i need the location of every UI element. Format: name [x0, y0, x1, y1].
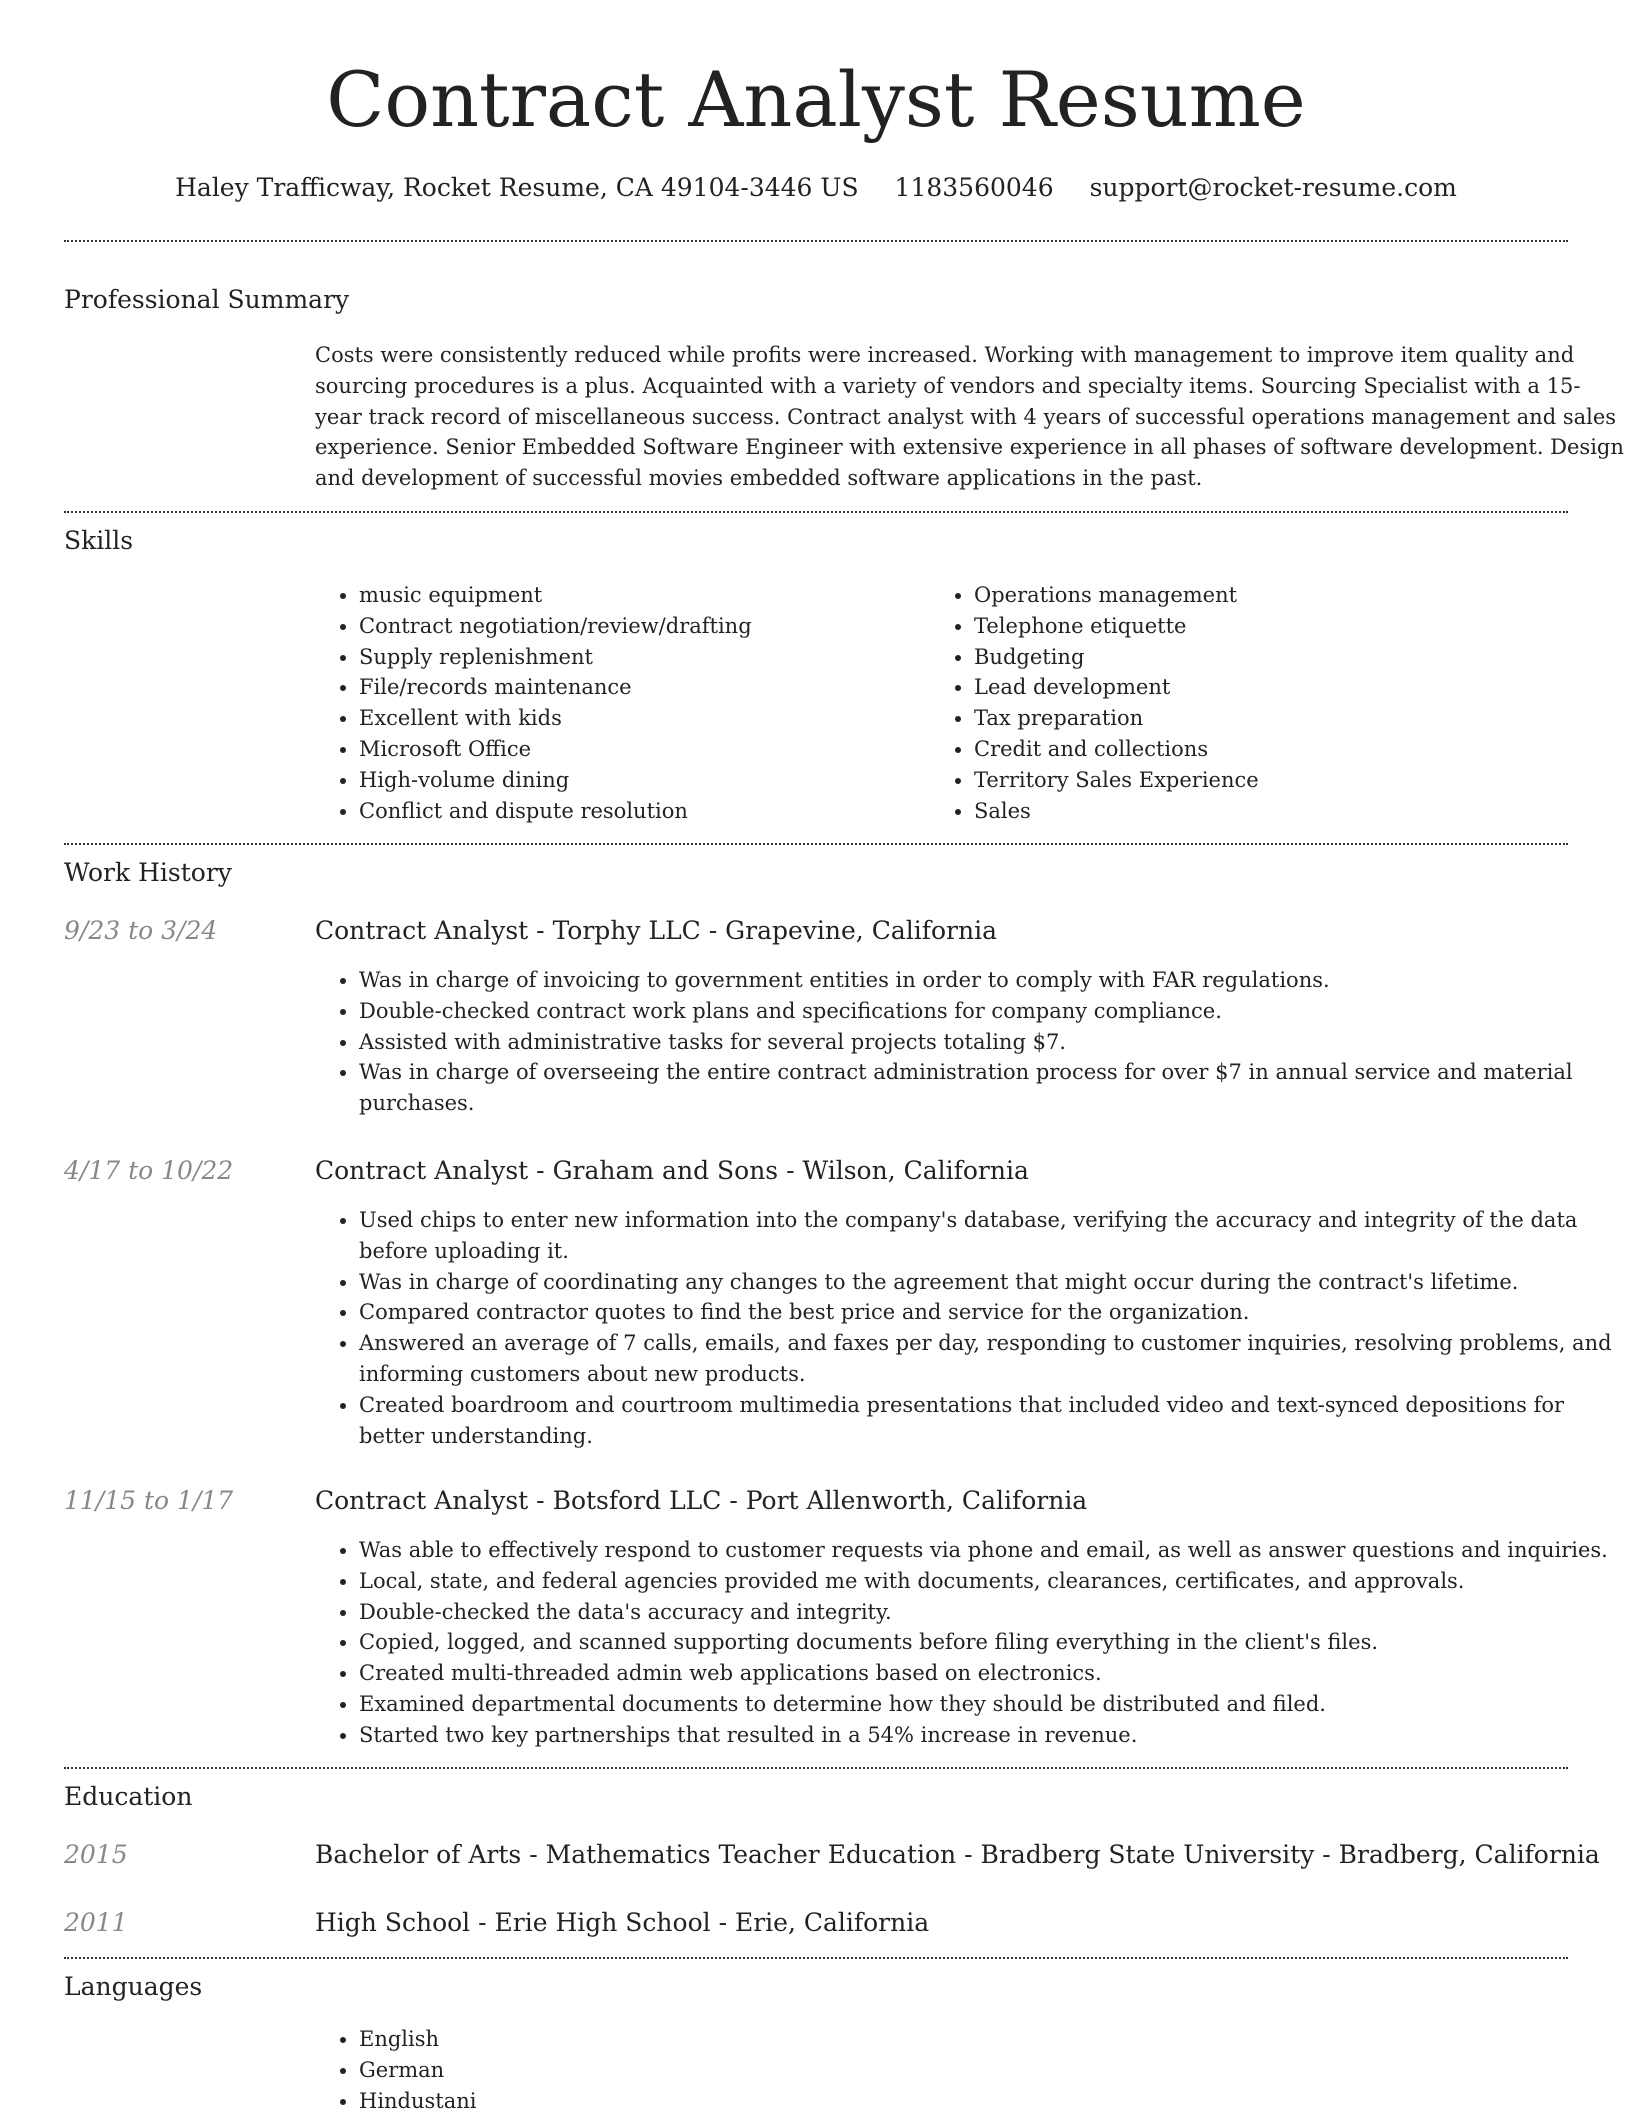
job-bullet: • Created boardroom and courtroom multimedia presentations that included video and text-synced depositions for better understanding. [359, 1390, 1625, 1452]
skills-column-right [930, 580, 1530, 826]
skill-item: • Budgeting [974, 642, 1530, 673]
page-title: Contract Analyst Resume [326, 55, 1306, 144]
skill-item: • High-volume dining [359, 765, 915, 796]
job-bullet: • Was able to effectively respond to customer requests via phone and email, as well as answer questions and inquiries. [359, 1535, 1625, 1566]
skill-item: • music equipment [359, 580, 915, 611]
summary-heading: Professional Summary [64, 285, 350, 314]
job-bullet: • Compared contractor quotes to find the best price and service for the organization. [359, 1297, 1625, 1328]
job-bullet: • Created multi-threaded admin web applications based on electronics. [359, 1658, 1625, 1689]
section-divider [64, 843, 1568, 845]
language-item: • German [359, 2055, 915, 2086]
skill-item: • Conflict and dispute resolution [359, 796, 915, 827]
summary-text: Costs were consistently reduced while profits were increased. Working with management to improve item quality and sourcing procedures is a plus. Acquainted with a variety of vendors and specialty items. Sourcing Specialist with a 15-year track record of miscellaneous success. Contract analyst with 4 years of successful operations management and sales experience. Senior Embedded Software Engineer with extensive experience in all phases of software development. Design and development of successful movies embedded software applications in the past. [315, 343, 1624, 491]
job-bullet: • Started two key partnerships that resulted in a 54% increase in revenue. [359, 1720, 1625, 1751]
job-bullet: • Local, state, and federal agencies provided me with documents, clearances, certificates, and approvals. [359, 1566, 1625, 1597]
skill-item: • Microsoft Office [359, 734, 915, 765]
languages-list [315, 2024, 915, 2116]
job-dates: 11/15 to 1/17 [64, 1486, 234, 1515]
skills-heading: Skills [64, 526, 134, 555]
job-bullets [315, 1535, 1625, 1751]
section-divider [64, 1957, 1568, 1959]
job-bullets [315, 1205, 1625, 1451]
resume-page [64, 0, 1624, 2113]
education-year: 2015 [64, 1840, 128, 1869]
job-bullet: • Was in charge of overseeing the entire contract administration process for over $7 in annual service and material purchases. [359, 1057, 1625, 1119]
skill-item: • Supply replenishment [359, 642, 915, 673]
skill-item: • Operations management [974, 580, 1530, 611]
contact-phone: 1183560046 [894, 173, 1054, 202]
language-item: • Hindustani [359, 2086, 915, 2116]
job-bullet: • Answered an average of 7 calls, emails, and faxes per day, responding to customer inquiries, resolving problems, and informing customers about new products. [359, 1328, 1625, 1390]
job-bullet: • Double-checked the data's accuracy and integrity. [359, 1597, 1625, 1628]
section-divider [64, 511, 1568, 513]
skill-item: • Contract negotiation/review/drafting [359, 611, 915, 642]
skills-column-left [315, 580, 915, 826]
skill-item: • Territory Sales Experience [974, 765, 1530, 796]
section-divider [64, 1767, 1568, 1769]
job-dates: 4/17 to 10/22 [64, 1156, 234, 1185]
job-bullet: • Copied, logged, and scanned supporting documents before filing everything in the client's files. [359, 1627, 1625, 1658]
skill-item: • Tax preparation [974, 703, 1530, 734]
contact-email[interactable]: support@rocket-resume.com [1089, 173, 1457, 202]
section-divider [64, 240, 1568, 242]
work-heading: Work History [64, 858, 232, 887]
skill-item: • Lead development [974, 672, 1530, 703]
job-bullet: • Double-checked contract work plans and specifications for company compliance. [359, 996, 1625, 1027]
job-title: Contract Analyst - Torphy LLC - Grapevine, California [315, 916, 997, 945]
education-year: 2011 [64, 1908, 128, 1937]
job-title: Contract Analyst - Botsford LLC - Port Allenworth, California [315, 1486, 1088, 1515]
languages-heading: Languages [64, 1972, 203, 2001]
job-bullet: • Was in charge of invoicing to government entities in order to comply with FAR regulations. [359, 965, 1625, 996]
skill-item: • Credit and collections [974, 734, 1530, 765]
skill-item: • Telephone etiquette [974, 611, 1530, 642]
job-title: Contract Analyst - Graham and Sons - Wilson, California [315, 1156, 1029, 1185]
job-bullet: • Assisted with administrative tasks for several projects totaling $7. [359, 1027, 1625, 1058]
job-bullet: • Examined departmental documents to determine how they should be distributed and filed. [359, 1689, 1625, 1720]
education-heading: Education [64, 1782, 193, 1811]
language-item: • English [359, 2024, 915, 2055]
education-entry: Bachelor of Arts - Mathematics Teacher Education - Bradberg State University - Bradberg, California [315, 1840, 1600, 1869]
skill-item: • Excellent with kids [359, 703, 915, 734]
job-bullet: • Used chips to enter new information into the company's database, verifying the accuracy and integrity of the data before uploading it. [359, 1205, 1625, 1267]
contact-address: Haley Trafficway, Rocket Resume, CA 49104-3446 US [175, 173, 859, 202]
job-dates: 9/23 to 3/24 [64, 916, 218, 945]
job-bullet: • Was in charge of coordinating any changes to the agreement that might occur during the contract's lifetime. [359, 1267, 1625, 1298]
skill-item: • File/records maintenance [359, 672, 915, 703]
job-bullets [315, 965, 1625, 1119]
contact-line [64, 170, 1568, 206]
education-entry: High School - Erie High School - Erie, California [315, 1908, 930, 1937]
skill-item: • Sales [974, 796, 1530, 827]
